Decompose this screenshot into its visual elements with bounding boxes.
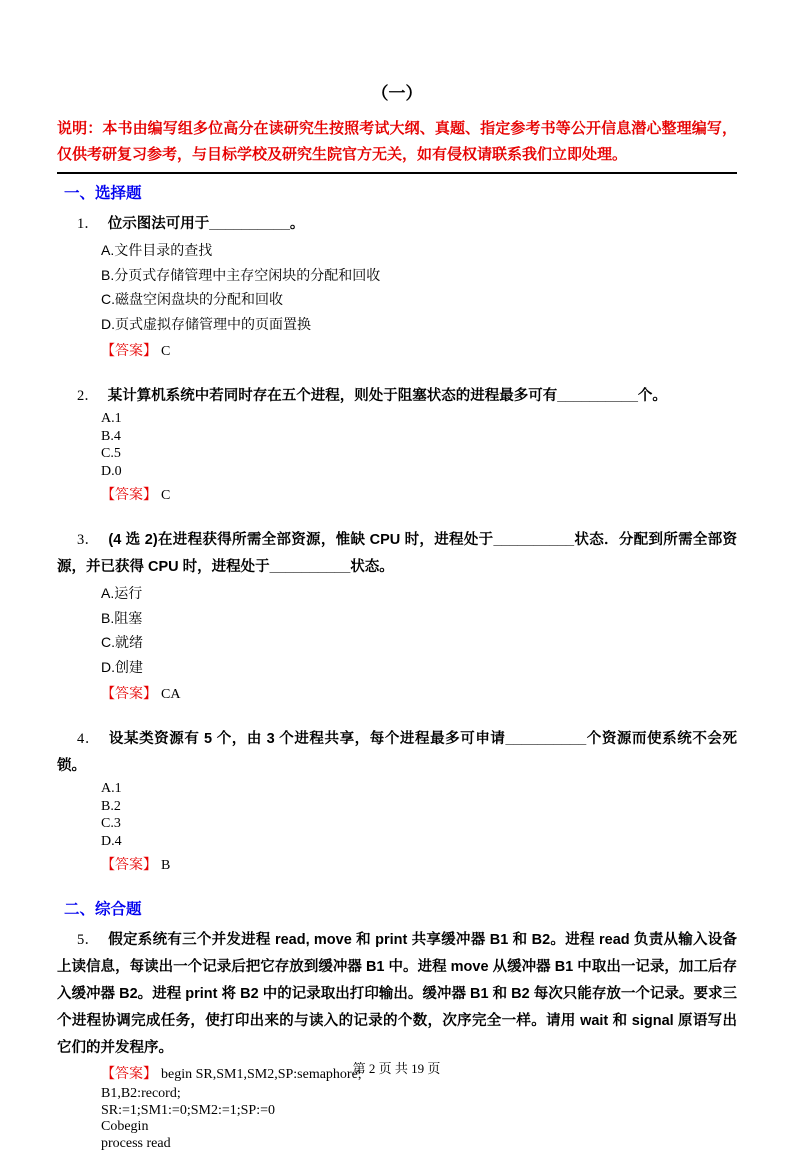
question-5-stem bbox=[57, 927, 737, 1062]
question-3-stem bbox=[57, 527, 737, 581]
option-b: B.4 bbox=[101, 428, 737, 446]
answer-code-line: process read bbox=[101, 1136, 737, 1152]
question-number: 5． bbox=[77, 932, 99, 948]
question-2-stem bbox=[57, 383, 737, 410]
answer-label: 【答案】 bbox=[101, 856, 157, 872]
question-5 bbox=[57, 927, 737, 1152]
option-d: D.页式虚拟存储管理中的页面置换 bbox=[101, 312, 737, 337]
option-b: B.分页式存储管理中主存空闲块的分配和回收 bbox=[101, 263, 737, 288]
spacer bbox=[57, 878, 737, 890]
answer-value: C bbox=[161, 488, 170, 503]
option-a: A.运行 bbox=[101, 581, 737, 606]
option-d: D.4 bbox=[101, 833, 737, 851]
question-4-answer bbox=[101, 852, 737, 878]
spacer bbox=[57, 364, 737, 376]
question-3 bbox=[57, 527, 737, 707]
option-d: D.创建 bbox=[101, 655, 737, 680]
question-stem-text: (4 选 2)在进程获得所需全部资源，惟缺 CPU 时，进程处于__________状态．分配到所需全部资源，并已获得 CPU 时，进程处于__________状态。 bbox=[57, 532, 737, 575]
answer-code-line: Cobegin bbox=[101, 1119, 737, 1136]
answer-label: 【答案】 bbox=[101, 342, 157, 358]
answer-code-line: SR:=1;SM1:=0;SM2:=1;SP:=0 bbox=[101, 1103, 737, 1120]
question-3-answer bbox=[101, 681, 737, 707]
answer-label: 【答案】 bbox=[101, 1065, 157, 1081]
question-1-options bbox=[101, 238, 737, 336]
option-c: C.5 bbox=[101, 445, 737, 463]
question-4-stem bbox=[57, 726, 737, 780]
answer-code-intro: begin SR,SM1,SM2,SP:semaphore; bbox=[161, 1067, 362, 1082]
question-number: 3． bbox=[77, 532, 99, 548]
question-number: 2． bbox=[77, 388, 99, 404]
answer-label: 【答案】 bbox=[101, 685, 157, 701]
answer-code-line: B1,B2:record; bbox=[101, 1086, 737, 1103]
question-4 bbox=[57, 726, 737, 878]
spacer bbox=[57, 508, 737, 520]
question-1-stem bbox=[57, 211, 737, 238]
option-c: C.3 bbox=[101, 815, 737, 833]
option-a: A.文件目录的查找 bbox=[101, 238, 737, 263]
question-3-options bbox=[101, 581, 737, 679]
question-number: 4． bbox=[77, 731, 100, 747]
option-a: A.1 bbox=[101, 780, 737, 798]
question-2-answer bbox=[101, 482, 737, 508]
spacer bbox=[57, 707, 737, 719]
question-number: 1． bbox=[77, 216, 99, 232]
page-footer: 第 2 页 共 19 页 bbox=[0, 1058, 793, 1077]
answer-value: C bbox=[161, 344, 170, 359]
answer-label: 【答案】 bbox=[101, 486, 157, 502]
option-b: B.阻塞 bbox=[101, 606, 737, 631]
option-a: A.1 bbox=[101, 410, 737, 428]
question-2-options bbox=[101, 410, 737, 480]
page-title: （一） bbox=[57, 84, 737, 104]
answer-value: CA bbox=[161, 687, 180, 702]
section-heading-essay: 二、综合题 bbox=[64, 899, 737, 920]
option-c: C.就绪 bbox=[101, 630, 737, 655]
question-stem-text: 假定系统有三个并发进程 read, move 和 print 共享缓冲器 B1 和 B2。进程 read 负责从输入设备上读信息，每读出一个记录后把它存放到缓冲器 B1 中。进程 move 从缓冲器 B1 中取出一记录，加工后存入缓冲器 B2。进程 print 将 B2 中的记录取出打印输出。缓冲器 B1 和 B2 每次只能存放一个记录。要求三个进程协调完成任务，使打印出来的与读入的记录的个数，次序完全一样。请用 wait 和 signal 原语写出它们的并发程序。 bbox=[57, 932, 737, 1056]
question-1-answer bbox=[101, 338, 737, 364]
disclaimer-text: 说明：本书由编写组多位高分在读研究生按照考试大纲、真题、指定参考书等公开信息潜心整理编写，仅供考研复习参考，与目标学校及研究生院官方无关，如有侵权请联系我们立即处理。 bbox=[57, 116, 737, 174]
question-2 bbox=[57, 383, 737, 508]
option-c: C.磁盘空闲盘块的分配和回收 bbox=[101, 287, 737, 312]
section-heading-choice: 一、选择题 bbox=[64, 183, 737, 204]
question-stem-text: 某计算机系统中若同时存在五个进程，则处于阻塞状态的进程最多可有__________个。 bbox=[108, 388, 667, 404]
question-4-options bbox=[101, 780, 737, 850]
answer-value: B bbox=[161, 858, 170, 873]
question-1 bbox=[57, 211, 737, 364]
option-d: D.0 bbox=[101, 463, 737, 481]
option-b: B.2 bbox=[101, 798, 737, 816]
question-stem-text: 设某类资源有 5 个，由 3 个进程共享，每个进程最多可申请__________个资源而使系统不会死锁。 bbox=[57, 731, 737, 774]
question-stem-text: 位示图法可用于__________。 bbox=[108, 216, 305, 232]
